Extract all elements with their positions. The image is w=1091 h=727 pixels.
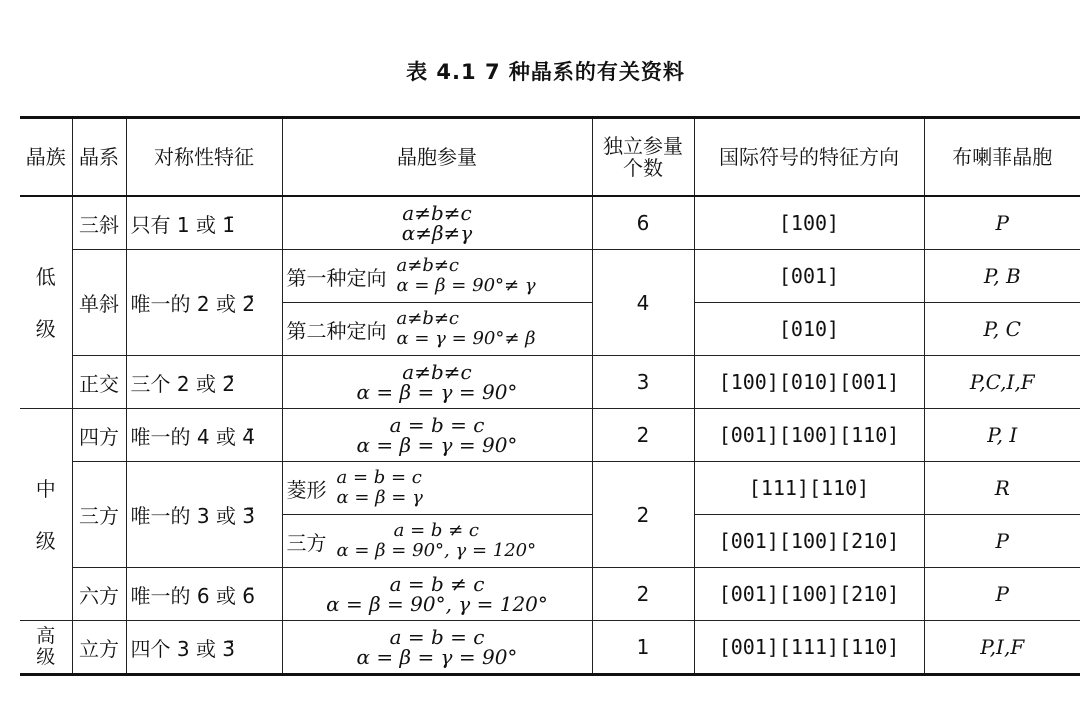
setting-label: 三方: [286, 530, 327, 555]
param-lengths: a = b = c: [389, 413, 485, 437]
param-lengths: a = b = c: [336, 467, 422, 488]
param-lengths: a = b ≠ c: [393, 520, 479, 541]
table-row-monoclinic-1: [20, 250, 1080, 303]
bravais-trigonal-hex: P: [924, 515, 1080, 568]
family-low: 低 级: [20, 196, 72, 409]
setting-label: 菱形: [286, 477, 327, 502]
orientation-label: 第二种定向: [286, 318, 387, 343]
param-angles: α≠β≠γ: [401, 221, 473, 245]
param-lengths: a≠b≠c: [396, 308, 459, 329]
bravais-hexagonal: P: [924, 568, 1080, 621]
table-row-triclinic: [20, 196, 1080, 250]
params-hexagonal: [282, 568, 592, 621]
count-orthorhombic: 3: [592, 356, 694, 409]
family-high: 高 级: [20, 621, 72, 675]
symmetry-hexagonal: 唯一的 6 或 6̄: [126, 568, 282, 621]
header-param-count: 独立参量个数: [592, 118, 694, 197]
param-angles: α = β = 90°, γ = 120°: [326, 592, 548, 616]
system-triclinic: 三斜: [72, 196, 126, 250]
direction-cubic: [001][111][110]: [694, 621, 924, 675]
params-monoclinic-o2: [282, 303, 592, 356]
header-bravais: 布喇菲晶胞: [924, 118, 1080, 197]
system-orthorhombic: 正交: [72, 356, 126, 409]
header-symmetry: 对称性特征: [126, 118, 282, 197]
header-row: [20, 118, 1080, 197]
count-triclinic: 6: [592, 196, 694, 250]
direction-trigonal-hex: [001][100][210]: [694, 515, 924, 568]
params-cubic: [282, 621, 592, 675]
symmetry-cubic: 四个 3 或 3̄: [126, 621, 282, 675]
table-row-cubic: [20, 621, 1080, 675]
count-trigonal: 2: [592, 462, 694, 568]
table-row-trigonal-rh: [20, 462, 1080, 515]
param-lengths: a≠b≠c: [402, 360, 472, 384]
bravais-tetragonal: P, I: [924, 409, 1080, 462]
system-hexagonal: 六方: [72, 568, 126, 621]
table-row-orthorhombic: [20, 356, 1080, 409]
param-angles: α = β = 90°, γ = 120°: [336, 540, 537, 561]
param-lengths: a = b = c: [389, 625, 485, 649]
symmetry-trigonal: 唯一的 3 或 3̄: [126, 462, 282, 568]
table-row-hexagonal: [20, 568, 1080, 621]
system-cubic: 立方: [72, 621, 126, 675]
params-trigonal-hex: [282, 515, 592, 568]
orientation-label: 第一种定向: [286, 265, 387, 290]
count-hexagonal: 2: [592, 568, 694, 621]
direction-triclinic: [100]: [694, 196, 924, 250]
count-cubic: 1: [592, 621, 694, 675]
header-family: 晶族: [20, 118, 72, 197]
header-cell-params: 晶胞参量: [282, 118, 592, 197]
symmetry-monoclinic: 唯一的 2 或 2̄: [126, 250, 282, 356]
params-trigonal-rh: [282, 462, 592, 515]
symmetry-triclinic: 只有 1 或 1̄: [126, 196, 282, 250]
param-angles: α = γ = 90°≠ β: [396, 328, 536, 349]
bravais-monoclinic-o1: P, B: [924, 250, 1080, 303]
header-direction: 国际符号的特征方向: [694, 118, 924, 197]
system-trigonal: 三方: [72, 462, 126, 568]
param-angles: α = β = 90°≠ γ: [396, 275, 536, 296]
param-angles: α = β = γ = 90°: [356, 380, 518, 404]
params-monoclinic-o1: [282, 250, 592, 303]
param-angles: α = β = γ = 90°: [356, 433, 518, 457]
family-mid: 中 级: [20, 409, 72, 621]
direction-monoclinic-o2: [010]: [694, 303, 924, 356]
bravais-orthorhombic: P,C,I,F: [924, 356, 1080, 409]
bravais-cubic: P,I,F: [924, 621, 1080, 675]
direction-hexagonal: [001][100][210]: [694, 568, 924, 621]
crystal-systems-table: [20, 116, 1080, 676]
header-system: 晶系: [72, 118, 126, 197]
bravais-monoclinic-o2: P, C: [924, 303, 1080, 356]
param-angles: α = β = γ: [336, 487, 423, 508]
count-tetragonal: 2: [592, 409, 694, 462]
param-lengths: a = b ≠ c: [389, 572, 485, 596]
direction-monoclinic-o1: [001]: [694, 250, 924, 303]
param-lengths: a≠b≠c: [396, 255, 459, 276]
direction-orthorhombic: [100][010][001]: [694, 356, 924, 409]
bravais-trigonal-rh: R: [924, 462, 1080, 515]
count-monoclinic: 4: [592, 250, 694, 356]
params-triclinic: [282, 196, 592, 250]
param-angles: α = β = γ = 90°: [356, 645, 518, 669]
param-lengths: a≠b≠c: [402, 201, 472, 225]
direction-trigonal-rh: [111][110]: [694, 462, 924, 515]
system-tetragonal: 四方: [72, 409, 126, 462]
symmetry-orthorhombic: 三个 2 或 2̄: [126, 356, 282, 409]
system-monoclinic: 单斜: [72, 250, 126, 356]
symmetry-tetragonal: 唯一的 4 或 4̄: [126, 409, 282, 462]
direction-tetragonal: [001][100][110]: [694, 409, 924, 462]
table-caption: 表 4.1 7 种晶系的有关资料: [406, 60, 685, 84]
params-orthorhombic: [282, 356, 592, 409]
bravais-triclinic: P: [924, 196, 1080, 250]
table-row-tetragonal: [20, 409, 1080, 462]
params-tetragonal: [282, 409, 592, 462]
